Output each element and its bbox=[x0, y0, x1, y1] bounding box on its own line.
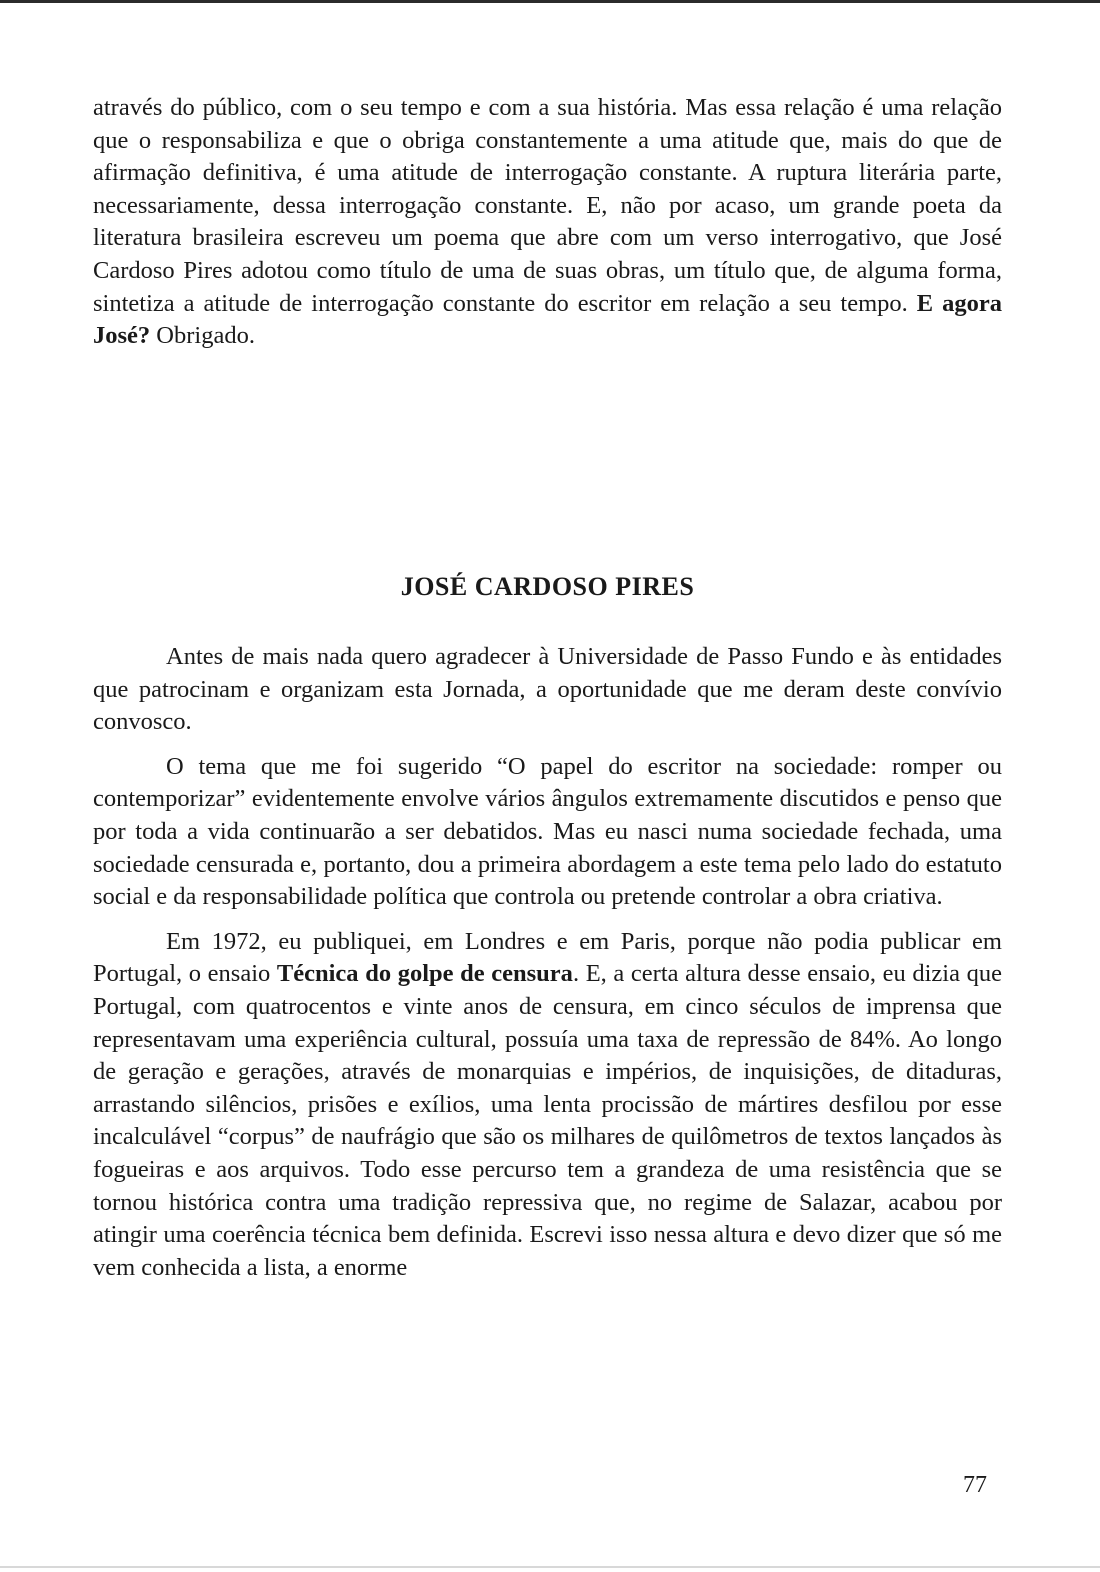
paragraph-closing-text: através do público, com o seu tempo e com a sua história. Mas essa relação é uma relação que o responsabiliza e que o obriga constantemente a uma atitude que, mais do que de afirmação definitiva, é uma atitude de interrogação constante. A ruptura literária parte, necessariamente, dessa interrogação constante. E, não por acaso, um grande poeta da literatura brasileira escreveu um poema que abre com um verso interrogativo, que José Cardoso Pires adotou como título de uma de suas obras, um título que, de alguma forma, sintetiza a atitude de interrogação constante do escritor em relação a seu tempo. bbox=[93, 94, 1002, 317]
page-top-text bbox=[93, 92, 1002, 353]
page-number: 77 bbox=[963, 1472, 987, 1498]
scan-top-edge bbox=[0, 0, 1100, 3]
section-heading-wrap bbox=[93, 572, 1002, 602]
paragraph-censorship-start: Em 1972, eu publiquei, em Londres e em Paris, porque não podia publicar em Portugal, o ensaio bbox=[93, 927, 1002, 988]
section-heading: JOSÉ CARDOSO PIRES bbox=[400, 572, 695, 601]
scan-bottom-edge bbox=[0, 1566, 1100, 1568]
paragraph-censorship bbox=[93, 926, 1002, 1285]
bold-essay-title: Técnica do golpe de censura bbox=[276, 960, 573, 988]
page-body-text bbox=[93, 641, 1002, 1284]
paragraph-closing-end: Obrigado. bbox=[150, 322, 255, 350]
paragraph-intro: Antes de mais nada quero agradecer à Universidade de Passo Fundo e às entidades que patrocinam e organizam esta Jornada, a oportunidade que me deram deste convívio convosco. bbox=[93, 643, 1002, 736]
paragraph-theme: O tema que me foi sugerido “O papel do escritor na sociedade: romper ou contemporizar” evidentemente envolve vários ângulos extremamente discutidos e penso que por toda a vida continuarão a ser debatidos. Mas eu nasci numa sociedade fechada, uma sociedade censurada e, portanto, dou a primeira abordagem a este tema pelo lado do estatuto social e da responsabilidade política que controla ou pretende controlar a obra criativa. bbox=[93, 752, 1002, 911]
bold-quote-title: E agora José? bbox=[93, 289, 1002, 350]
paragraph-censorship-rest: . E, a certa altura desse ensaio, eu dizia que Portugal, com quatrocentos e vinte anos de censura, em cinco séculos de imprensa que representavam uma experiência cultural, possuía uma taxa de repressão de 84%. Ao longo de geração e gerações, através de monarquias e impérios, de inquisições, de ditaduras, arrastando silêncios, prisões e exílios, uma lenta procissão de mártires desfilou por esse incalculável “corpus” de naufrágio que são os milhares de quilômetros de textos lançados às fogueiras e aos arquivos. Todo esse percurso tem a grandeza de uma resistência que se tornou histórica contra uma tradição repressiva que, no regime de Salazar, acabou por atingir uma coerência técnica bem definida. Escrevi isso nessa altura e devo dizer que só me vem conhecida a lista, a enorme bbox=[93, 960, 1002, 1281]
paragraph-closing bbox=[93, 92, 1002, 353]
